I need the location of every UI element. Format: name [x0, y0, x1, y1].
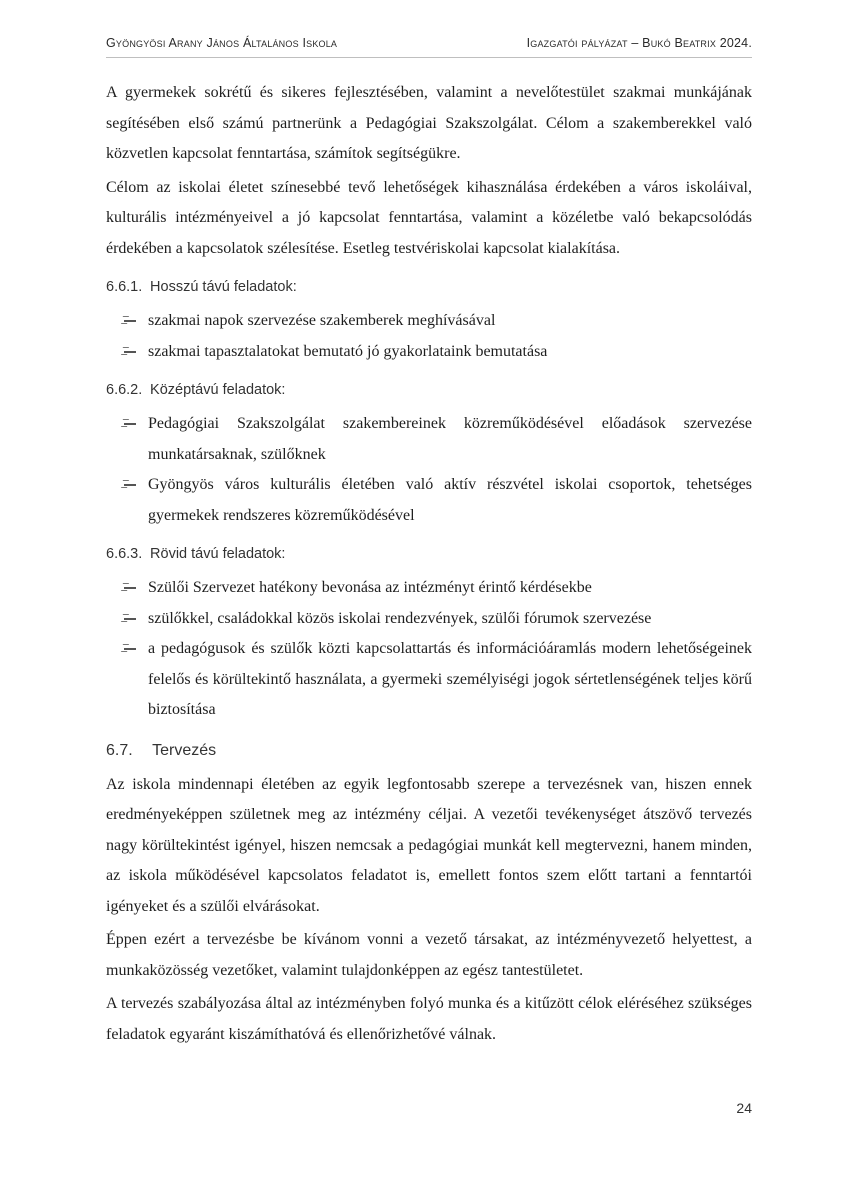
section-number: 6.6.1. [106, 279, 143, 295]
page-number: 24 [736, 1100, 752, 1116]
arrow-bullet-icon [122, 419, 136, 429]
arrow-bullet-icon [122, 583, 136, 593]
list-item-text: szakmai napok szervezése szakemberek meghívásával [148, 312, 496, 329]
section-title: Rövid távú feladatok: [150, 546, 286, 562]
bullet-list [106, 409, 752, 531]
section-heading-mid-term [106, 377, 752, 403]
arrow-bullet-icon [122, 644, 136, 654]
planning-paragraph: A tervezés szabályozása által az intézményben folyó munka és a kitűzött célok eléréséhez szükséges feladatok egyaránt kiszámíthatóvá és ellenőrizhetővé válnak. [106, 995, 752, 1043]
page-content [106, 78, 752, 1053]
planning-paragraph: Éppen ezért a tervezésbe be kívánom vonni a vezető társakat, az intézményvezető helyettest, a munkaközösség vezetőket, valamint tulajdonképpen az egész tantestületet. [106, 931, 752, 979]
list-item-text: Gyöngyös város kulturális életében való aktív részvétel iskolai csoportok, tehetséges gyermekek rendszeres közreműködésével [148, 476, 752, 524]
section-heading-long-term [106, 274, 752, 300]
list-item-text: szakmai tapasztalatokat bemutató jó gyakorlataink bemutatása [148, 342, 548, 360]
list-item-text: Pedagógiai Szakszolgálat szakembereinek közreműködésével előadások szervezése munkatársaknak, szülőknek [148, 415, 752, 463]
list-item [106, 470, 752, 531]
list-item-text: Szülői Szervezet hatékony bevonása az intézményt érintő kérdésekbe [148, 579, 592, 596]
arrow-bullet-icon [122, 614, 136, 624]
intro-paragraph: Célom az iskolai életet színesebbé tevő lehetőségek kihasználása érdekében a város iskoláival, kulturális intézményeivel a jó kapcsolat fenntartása, valamint a közéletbe való bekapcsolódás érdekében a kapcsolatok szélesítése. Esetleg testvériskolai kapcsolat kialakítása. [106, 178, 752, 257]
arrow-bullet-icon [122, 347, 136, 357]
list-item-text: a pedagógusok és szülők közti kapcsolattartás és információáramlás modern lehetőségeinek felelős és körültekintő használata, a gyermeki személyiségi jogok sértetlenségének teljes körű biztosítása [148, 640, 752, 718]
list-item [106, 337, 752, 368]
header-school-name: Gyöngyösi Arany János Általános Iskola [106, 36, 338, 50]
list-item [106, 634, 752, 726]
list-item [106, 306, 752, 337]
section-heading-planning [106, 738, 752, 764]
section-title: Középtávú feladatok: [150, 382, 286, 398]
bullet-list [106, 306, 752, 367]
section-number: 6.6.3. [106, 546, 143, 562]
section-title: Tervezés [152, 741, 217, 759]
planning-paragraph: Az iskola mindennapi életében az egyik legfontosabb szerepe a tervezésnek van, hiszen ennek eredményeképpen születnek meg az intézmény céljai. A vezetői tevékenységet átszövő tervezés nagy körültekintést igényel, hiszen nemcsak a pedagógiai munkát kell megtervezni, hanem minden, az iskola működésével kapcsolatos feladatot is, emellett fontos szem előtt tartani a fenntartói igényeket és a szülői elvárásokat. [106, 775, 752, 915]
list-item [106, 573, 752, 604]
list-item [106, 409, 752, 470]
list-item-text: szülőkkel, családokkal közös iskolai rendezvények, szülői fórumok szervezése [148, 609, 652, 627]
page-header [106, 36, 752, 50]
arrow-bullet-icon [122, 316, 136, 326]
intro-paragraph: A gyermekek sokrétű és sikeres fejlesztésében, valamint a nevelőtestület szakmai munkájának segítésében első számú partnerünk a Pedagógiai Szakszolgálat. Célom a szakemberekkel való közvetlen kapcsolat fenntartása, számítok segítségükre. [106, 84, 752, 162]
section-number: 6.7. [106, 741, 133, 759]
section-number: 6.6.2. [106, 382, 143, 398]
bullet-list [106, 573, 752, 726]
header-divider [106, 57, 752, 58]
section-title: Hosszú távú feladatok: [150, 279, 297, 295]
list-item [106, 604, 752, 635]
arrow-bullet-icon [122, 480, 136, 490]
header-document-title: Igazgatói pályázat – Bukó Beatrix 2024. [526, 36, 752, 50]
section-heading-short-term [106, 541, 752, 567]
